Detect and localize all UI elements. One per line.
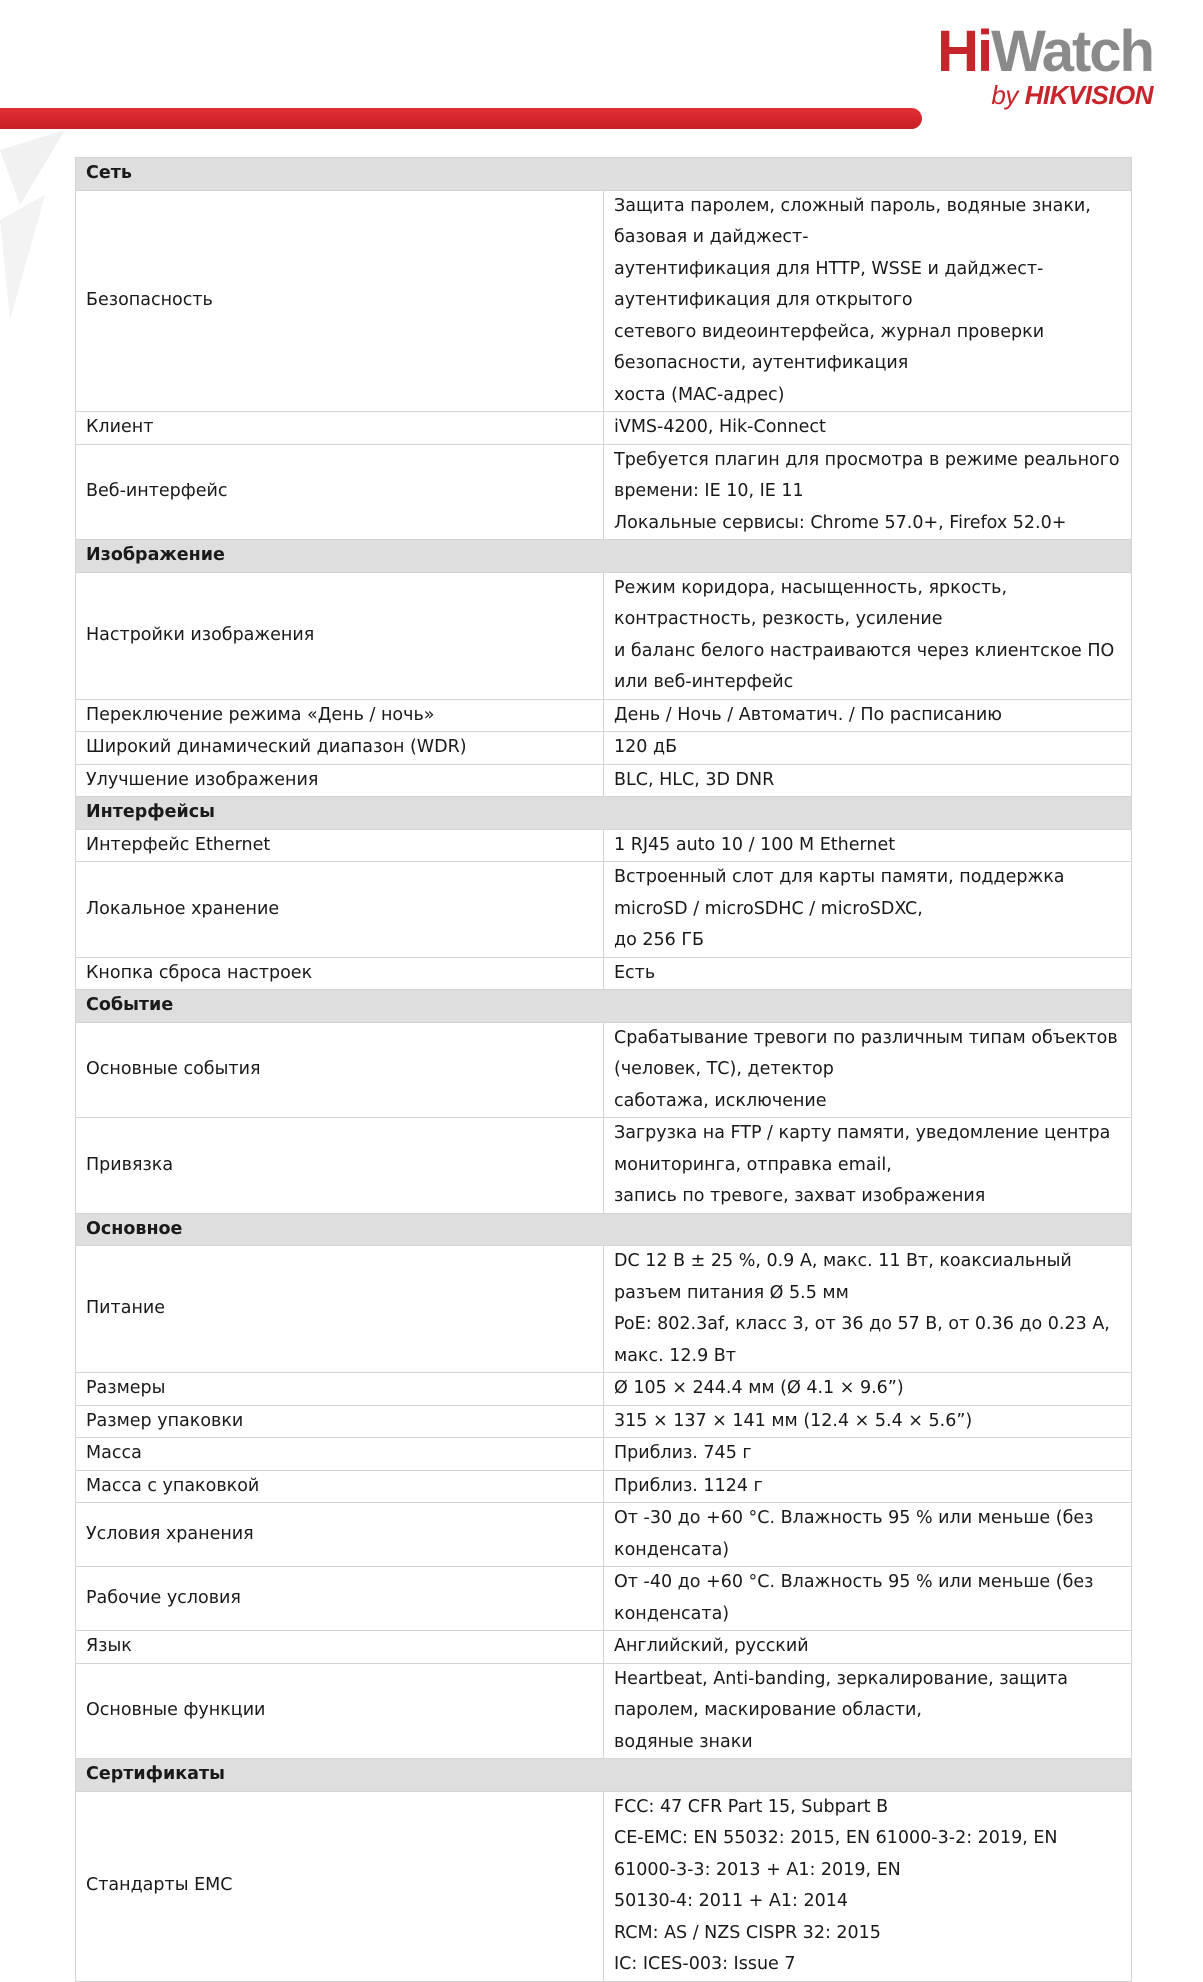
spec-value-line: Приблиз. 745 г [614,1443,752,1463]
section-title: Сертификаты [76,1759,1132,1792]
spec-value-line: водяные знаки [614,1731,753,1752]
spec-value [604,829,1132,862]
spec-label: Кнопка сброса настроек [76,957,604,990]
section-header-row [76,540,1132,573]
spec-row [76,1791,1132,1981]
spec-row [76,829,1132,862]
spec-value-line: саботажа, исключение [614,1090,827,1111]
spec-row [76,444,1132,540]
spec-label: Безопасность [76,190,604,412]
spec-value-line: iVMS-4200, Hik-Connect [614,417,826,437]
header-red-bar [0,108,922,129]
specifications-table [75,157,1132,1982]
spec-value [604,444,1132,540]
spec-value-line: Требуется плагин для просмотра в режиме реального времени: IE 10, IE 11 [614,449,1120,501]
spec-value-line: Английский, русский [614,1636,809,1656]
spec-row [76,957,1132,990]
spec-value [604,572,1132,699]
spec-value [604,1791,1132,1981]
spec-value [604,1246,1132,1373]
spec-label: Язык [76,1631,604,1664]
spec-label: Переключение режима «День / ночь» [76,699,604,732]
section-header-row [76,797,1132,830]
spec-row [76,572,1132,699]
spec-value-line: Приблиз. 1124 г [614,1475,763,1496]
spec-value-line: Есть [614,962,656,983]
spec-value [604,1022,1132,1118]
spec-value-line: BLC, HLC, 3D DNR [614,769,775,790]
spec-value [604,1405,1132,1438]
spec-value-line: аутентификация для HTTP, WSSE и дайджест-аутентификация для открытого [614,258,1044,310]
spec-label: Настройки изображения [76,572,604,699]
spec-value-line: Защита паролем, сложный пароль, водяные знаки, базовая и дайджест- [614,195,1091,247]
spec-label: Основные события [76,1022,604,1118]
spec-value [604,1503,1132,1567]
spec-label: Масса [76,1438,604,1471]
spec-value-line: сетевого видеоинтерфейса, журнал проверки безопасности, аутентификация [614,321,1045,373]
spec-row [76,1246,1132,1373]
spec-label: Локальное хранение [76,862,604,958]
spec-value-line: Ø 105 × 244.4 мм (Ø 4.1 × 9.6”) [614,1378,904,1398]
section-header-row [76,1759,1132,1792]
spec-value [604,1373,1132,1406]
spec-label: Размеры [76,1373,604,1406]
logo-hikvision-text: HIKVISION [1024,80,1153,110]
spec-value [604,1438,1132,1471]
hiwatch-logo [903,18,1153,118]
spec-value-line: Heartbeat, Anti-banding, зеркалирование, защита паролем, маскирование области, [614,1668,1069,1720]
section-header-row [76,1213,1132,1246]
spec-value-line: 315 × 137 × 141 мм (12.4 × 5.4 × 5.6”) [614,1410,973,1431]
spec-label: Широкий динамический диапазон (WDR) [76,732,604,765]
spec-row [76,1567,1132,1631]
spec-label: Питание [76,1246,604,1373]
spec-label: Основные функции [76,1663,604,1759]
section-header-row [76,990,1132,1023]
spec-row [76,1503,1132,1567]
spec-row [76,764,1132,797]
spec-row [76,699,1132,732]
spec-row [76,1470,1132,1503]
spec-value [604,957,1132,990]
spec-label: Условия хранения [76,1503,604,1567]
spec-value-line: 50130-4: 2011 + A1: 2014 [614,1891,849,1911]
spec-value-line: Срабатывание тревоги по различным типам объектов (человек, ТС), детектор [614,1027,1118,1079]
spec-value-line: хоста (MAC-адрес) [614,384,785,405]
spec-value-line: Встроенный слот для карты памяти, поддержка microSD / microSDHC / microSDXC, [614,867,1065,919]
spec-label: Веб-интерфейс [76,444,604,540]
spec-value-line: FCC: 47 CFR Part 15, Subpart B [614,1796,889,1817]
hikvision-watermark-graphic [0,130,80,330]
spec-label: Стандарты EMC [76,1791,604,1981]
spec-row [76,190,1132,412]
spec-value-line: RCM: AS / NZS CISPR 32: 2015 [614,1922,881,1943]
spec-value [604,1631,1132,1664]
spec-value-line: DC 12 В ± 25 %, 0.9 А, макс. 11 Вт, коаксиальный разъем питания Ø 5.5 мм [614,1251,1072,1303]
spec-value-line: 1 RJ45 auto 10 / 100 M Ethernet [614,834,896,855]
spec-value [604,190,1132,412]
spec-value [604,1118,1132,1214]
spec-row [76,1118,1132,1214]
spec-value [604,1663,1132,1759]
section-title: Событие [76,990,1132,1023]
logo-by-text: by [991,80,1018,110]
spec-value [604,1567,1132,1631]
logo-watch-text: Watch [991,19,1153,84]
spec-value [604,412,1132,445]
spec-value [604,699,1132,732]
logo-hi-text: Hi [937,19,992,84]
spec-label: Интерфейс Ethernet [76,829,604,862]
spec-value-line: PoE: 802.3af, класс 3, от 36 до 57 В, от 0.36 до 0.23 А, макс. 12.9 Вт [614,1314,1110,1366]
spec-row [76,1438,1132,1471]
spec-label: Масса с упаковкой [76,1470,604,1503]
spec-value-line: От -30 до +60 °C. Влажность 95 % или меньше (без конденсата) [614,1508,1094,1560]
spec-value-line: до 256 ГБ [614,930,705,950]
spec-value [604,764,1132,797]
spec-value-line: Режим коридора, насыщенность, яркость, контрастность, резкость, усиление [614,577,1008,629]
spec-row [76,862,1132,958]
section-header-row [76,158,1132,191]
spec-value-line: 120 дБ [614,737,678,757]
spec-row [76,1663,1132,1759]
spec-value-line: и баланс белого настраиваются через клиентское ПО или веб-интерфейс [614,640,1115,692]
spec-label: Рабочие условия [76,1567,604,1631]
section-title: Изображение [76,540,1132,573]
spec-value [604,732,1132,765]
spec-value-line: CE-EMC: EN 55032: 2015, EN 61000-3-2: 2019, EN 61000-3-3: 2013 + A1: 2019, EN [614,1828,1058,1880]
spec-value-line: IC: ICES-003: Issue 7 [614,1954,796,1974]
spec-row [76,1373,1132,1406]
section-title: Интерфейсы [76,797,1132,830]
spec-value-line: День / Ночь / Автоматич. / По расписанию [614,704,1002,725]
spec-label: Клиент [76,412,604,445]
spec-label: Улучшение изображения [76,764,604,797]
spec-value-line: Локальные сервисы: Chrome 57.0+, Firefox 52.0+ [614,512,1067,533]
spec-row [76,1405,1132,1438]
section-title: Основное [76,1213,1132,1246]
spec-value-line: От -40 до +60 °C. Влажность 95 % или меньше (без конденсата) [614,1572,1094,1624]
spec-label: Привязка [76,1118,604,1214]
spec-row [76,1022,1132,1118]
spec-row [76,1631,1132,1664]
spec-value-line: запись по тревоге, захват изображения [614,1186,986,1206]
spec-label: Размер упаковки [76,1405,604,1438]
section-title: Сеть [76,158,1132,191]
spec-value [604,862,1132,958]
spec-row [76,412,1132,445]
spec-value [604,1470,1132,1503]
spec-row [76,732,1132,765]
spec-value-line: Загрузка на FTP / карту памяти, уведомление центра мониторинга, отправка email, [614,1123,1111,1175]
